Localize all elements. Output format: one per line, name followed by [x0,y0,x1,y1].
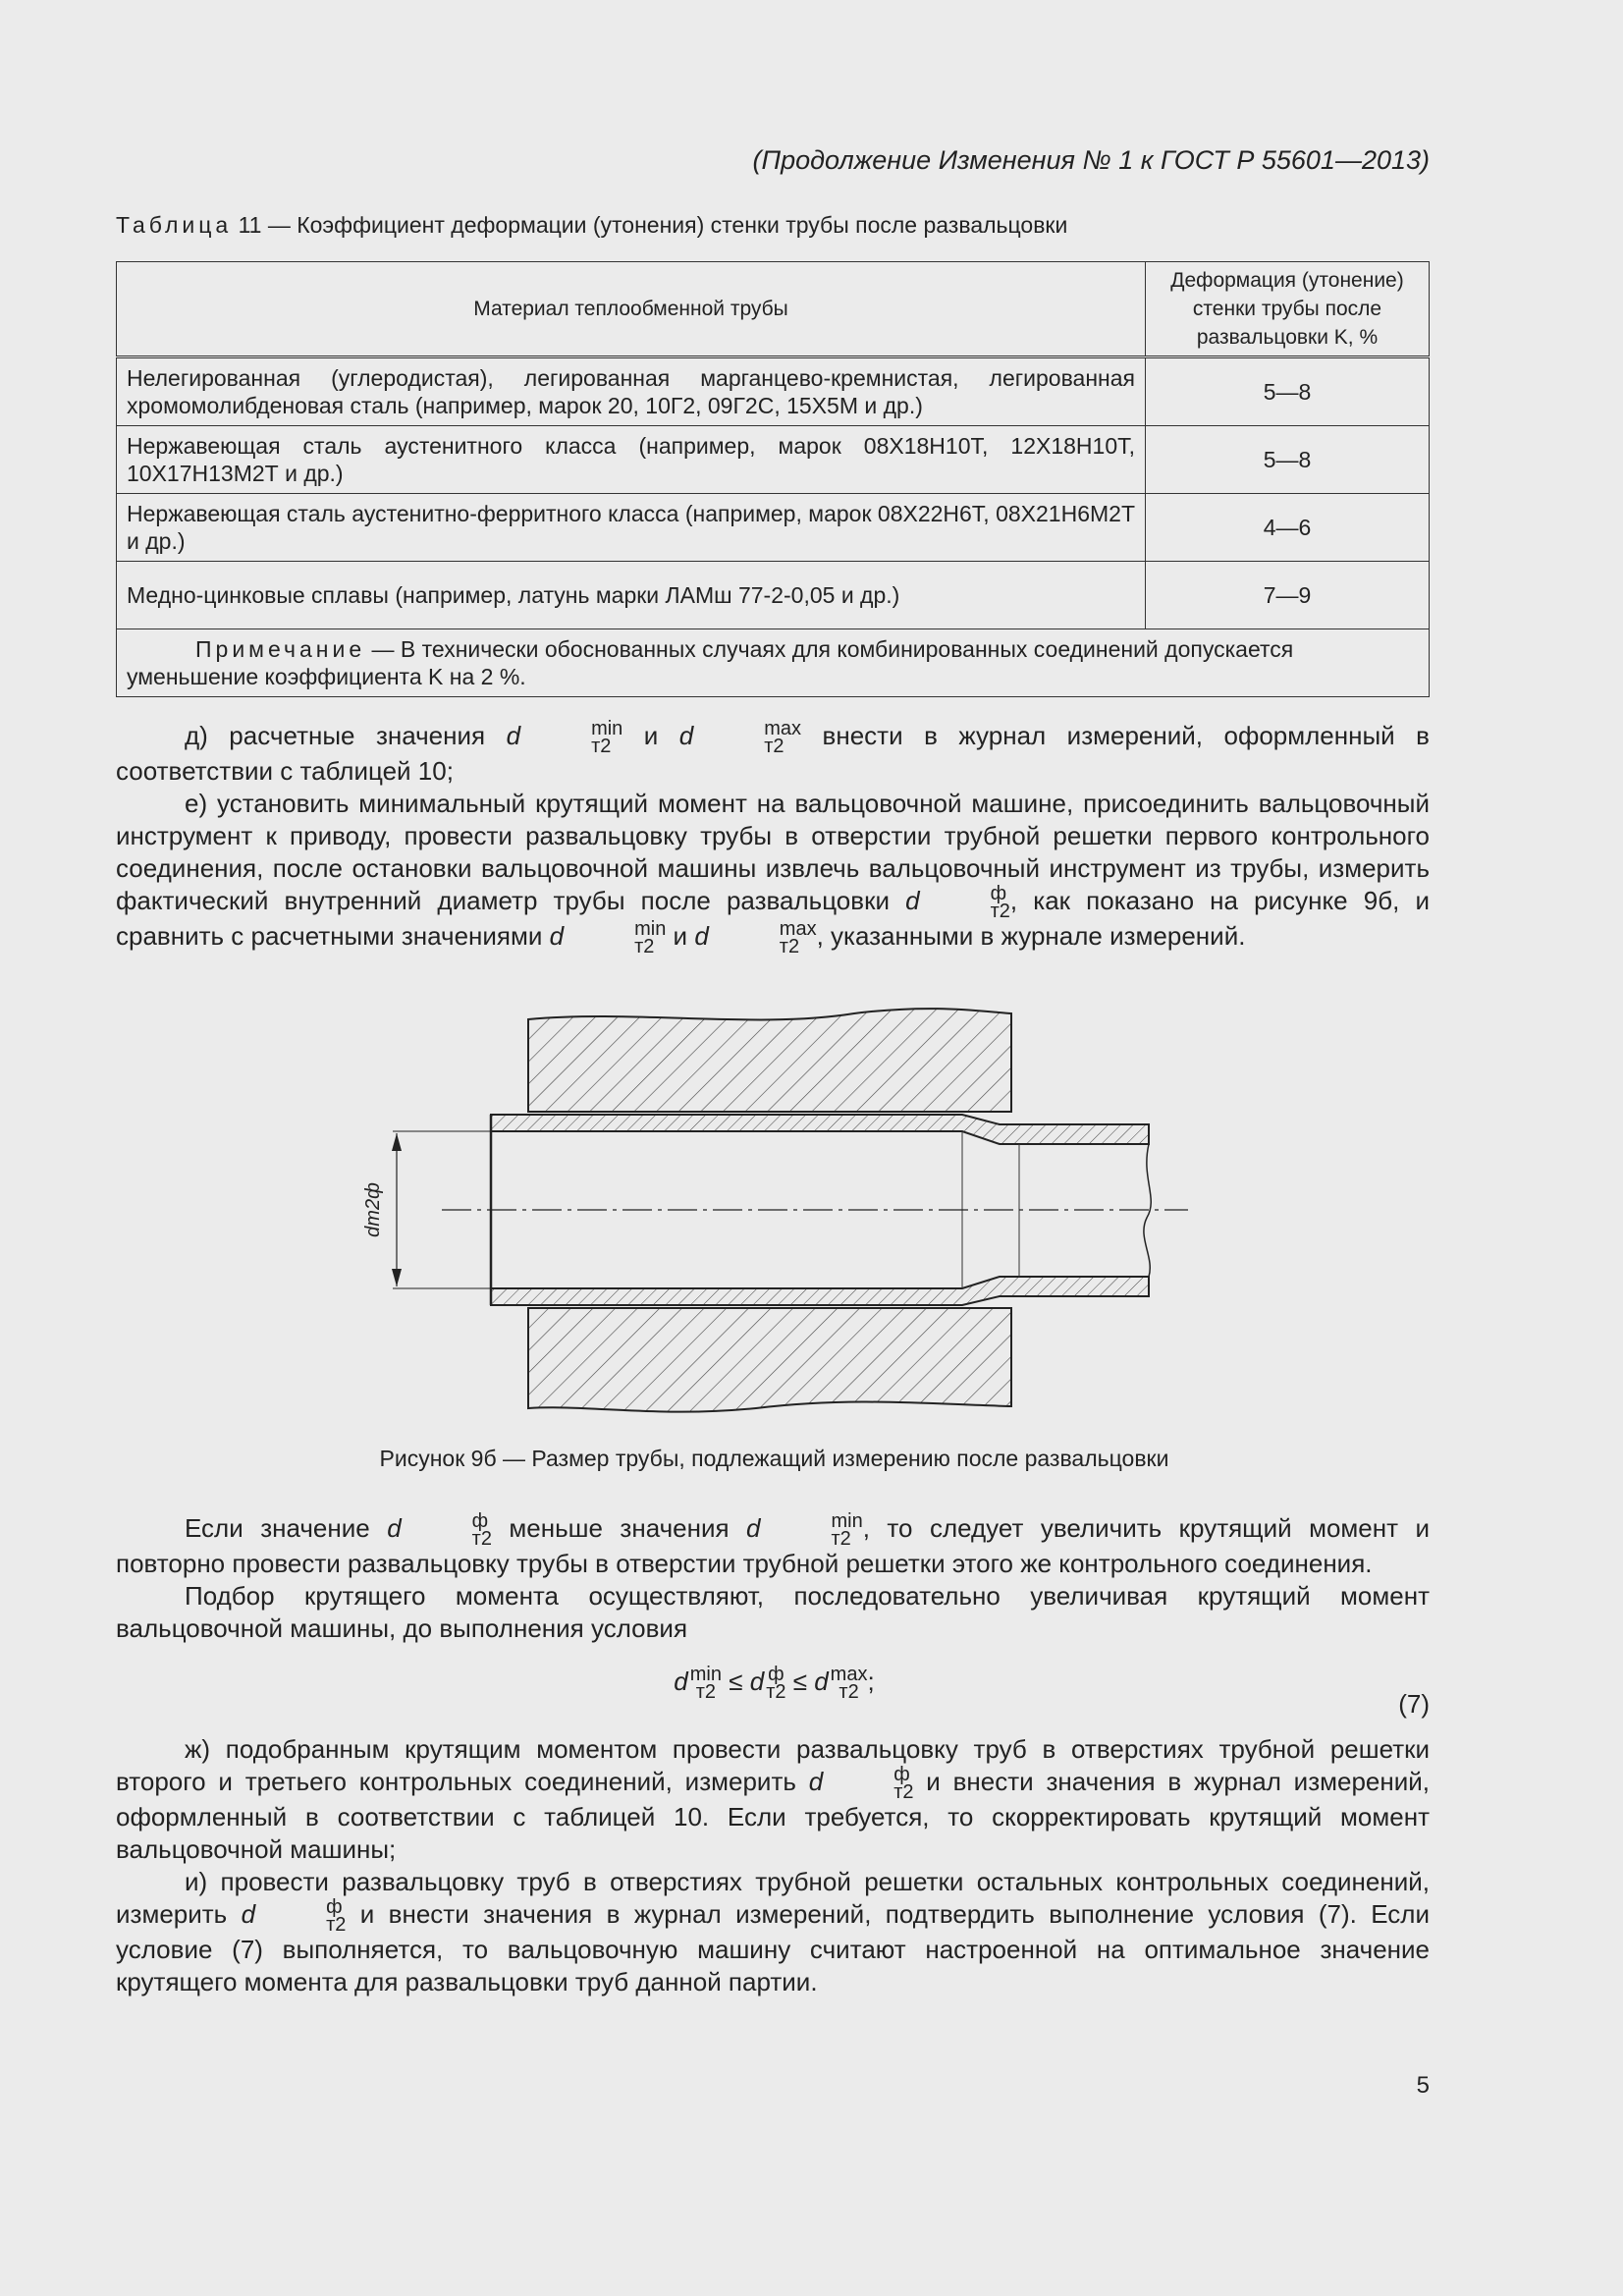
sub-sup [695,718,802,758]
text-span: ж) подобранным крутящим моментом провести развальцовку труб в отверстиях трубной решетки второго и третьего контрольных соединений, измерить [116,1734,1430,1796]
table-row [117,426,1430,494]
table-row [117,357,1430,426]
sub-t2: т2 [990,901,1010,923]
value-cell: 5—8 [1146,426,1430,494]
sub-sup [825,1764,914,1804]
tube-sheet-top [528,1009,1011,1112]
sup-f: ф [768,1664,784,1685]
paragraph-e [116,788,1430,956]
value-cell: 4—6 [1146,494,1430,562]
tube-drawing [344,1002,1208,1434]
sub-t2: т2 [831,1528,851,1551]
material-cell: Медно-цинковые сплавы (например, латунь марки ЛАМш 77-2-0,05 и др.) [117,562,1146,629]
sup-min: min [689,1664,722,1685]
symbol-d: d [905,886,920,916]
dimension-label: dт2ф [362,1182,384,1237]
sub-sup [690,1666,722,1701]
page-header: (Продолжение Изменения № 1 к ГОСТ Р 55601—2013) [752,145,1430,175]
le-sign: ≤ [785,1666,815,1696]
table-title [116,212,1067,239]
page-number: 5 [1416,2072,1430,2099]
sup-max: max [779,918,817,941]
paragraph-i [116,1866,1430,1998]
formula [0,1666,1548,1701]
table-header-row [117,262,1430,357]
paragraph-if [116,1512,1430,1580]
text-span: внести в журнал измерений, оформленный в соответствии с таблицей 10; [116,721,1430,787]
table-note [117,629,1430,697]
paragraph-block-2 [116,1512,1430,1645]
sub-sup [831,1666,868,1701]
sub-sup [257,1896,347,1937]
text-span: Если значение [185,1513,388,1543]
sub-t2: т2 [893,1781,914,1804]
text-span: и [622,721,679,750]
symbol-d: d [674,1666,688,1696]
note-label: Примечание [195,636,366,662]
sub-sup [566,920,666,956]
sup-max: max [830,1664,868,1685]
material-cell: Нержавеющая сталь аустенитного класса (например, марок 08Х18Н10Т, 12Х18Н10Т, 10Х17Н13М2Т и др.) [117,426,1146,494]
tube-sheet-bottom [528,1308,1011,1412]
text-span: меньше значения [491,1513,747,1543]
paragraph-d [116,720,1430,788]
text-span: и внести значения в журнал измерений, подтвердить выполнение условия (7). Если условие (7) выполняется, то вальцовочную машину считают настроенной на оптимальное значение крутящего момента для развальцовки труб данной партии. [116,1899,1430,1997]
sub-t2: т2 [764,736,784,758]
sub-t2: т2 [779,936,800,958]
sup-min: min [634,918,667,941]
sub-sup [404,1510,492,1551]
material-cell: Нержавеющая сталь аустенитно-ферритного класса (например, марок 08Х22Н6Т, 08Х21Н6М2Т и др.) [117,494,1146,562]
paragraph-zh [116,1733,1430,1866]
paragraph-block-3 [116,1733,1430,1998]
table-row [117,494,1430,562]
col-header-deformation: Деформация (утонение) стенки трубы после развальцовки K, % [1146,262,1430,357]
table-title-text: 11 — Коэффициент деформации (утонения) стенки трубы после развальцовки [232,212,1068,238]
table-row [117,562,1430,629]
material-cell: Нелегированная (углеродистая), легированная марганцево-кремнистая, легированная хромомолибденовая сталь (например, марок 20, 10Г2, 09Г2С, 15Х5М и др.) [117,357,1146,426]
table-note-row [117,629,1430,697]
symbol-d: d [694,921,709,952]
text-span: , указанными в журнале измерений. [816,921,1246,952]
value-cell: 5—8 [1146,357,1430,426]
text-span: , как показано на рисунке 9б, и сравнить с расчетными значениями [116,886,1430,952]
sup-max: max [764,718,802,740]
formula-number: (7) [1398,1689,1430,1719]
sub-t2: т2 [839,1681,859,1703]
formula-end: ; [867,1666,875,1696]
tube-wall-bottom [491,1277,1149,1305]
le-sign: ≤ [722,1666,750,1696]
text-span: д) расчетные значения [185,721,507,750]
text-span: и [666,921,695,952]
paragraph-select: Подбор крутящего момента осуществляют, последовательно увеличивая крутящий момент вальцовочной машины, до выполнения условия [116,1581,1430,1644]
value-cell: 7—9 [1146,562,1430,629]
text-span: , то следует увеличить крутящий момент и повторно провести развальцовку трубы в отверстии трубной решетки этого же контрольного соединения. [116,1513,1430,1579]
sub-t2: т2 [695,1681,717,1703]
sup-f: ф [893,1764,910,1786]
symbol-d: d [506,721,521,750]
symbol-d: d [678,721,694,750]
arrow-icon [392,1133,402,1151]
symbol-d: d [814,1666,829,1696]
symbol-d: d [241,1899,256,1930]
col-header-material: Материал теплообменной трубы [117,262,1146,357]
sup-f: ф [990,883,1007,905]
sub-t2: т2 [766,1681,786,1703]
sup-min: min [591,718,623,740]
note-text: — В технически обоснованных случаях для комбинированных соединений допускается уменьшение коэффициента K на 2 %. [127,636,1294,689]
sub-t2: т2 [634,936,655,958]
paragraph-block-1 [116,720,1430,956]
symbol-d: d [746,1513,761,1543]
sub-t2: т2 [591,736,612,758]
symbol-d: d [808,1767,824,1796]
text-span: е) установить минимальный крутящий момент на вальцовочной машине, присоединить вальцовочный инструмент к приводу, провести развальцовку трубы в отверстии трубной решетки первого контрольного соединения, после остановки вальцовочной машины извлечь вальцовочный инструмент из трубы, измерить фактический внутренний диаметр трубы после развальцовки [116,789,1430,916]
sub-t2: т2 [471,1528,492,1551]
symbol-d: d [549,921,565,952]
sup-min: min [831,1510,863,1533]
sub-sup [711,920,817,956]
sub-sup [922,883,1010,923]
symbol-d: d [387,1513,402,1543]
deformation-table [116,261,1430,697]
sub-sup [522,718,623,758]
tube-wall-top [491,1115,1149,1144]
text-span: и) провести развальцовку труб в отверстиях трубной решетки остальных контрольных соединений, измерить [116,1867,1430,1930]
table-title-prefix: Таблица [116,212,233,238]
figure-caption: Рисунок 9б — Размер трубы, подлежащий измерению после развальцовки [379,1446,1169,1471]
sub-t2: т2 [326,1914,347,1937]
sub-sup [766,1666,785,1701]
sup-f: ф [471,1510,489,1533]
sup-f: ф [326,1896,343,1919]
arrow-icon [392,1269,402,1286]
text-span: и внести значения в журнал измерений, оформленный в соответствии с таблицей 10. Если требуется, то скорректировать крутящий момент вальцовочной машины; [116,1767,1431,1865]
symbol-d: d [749,1666,765,1696]
sub-sup [763,1510,863,1551]
